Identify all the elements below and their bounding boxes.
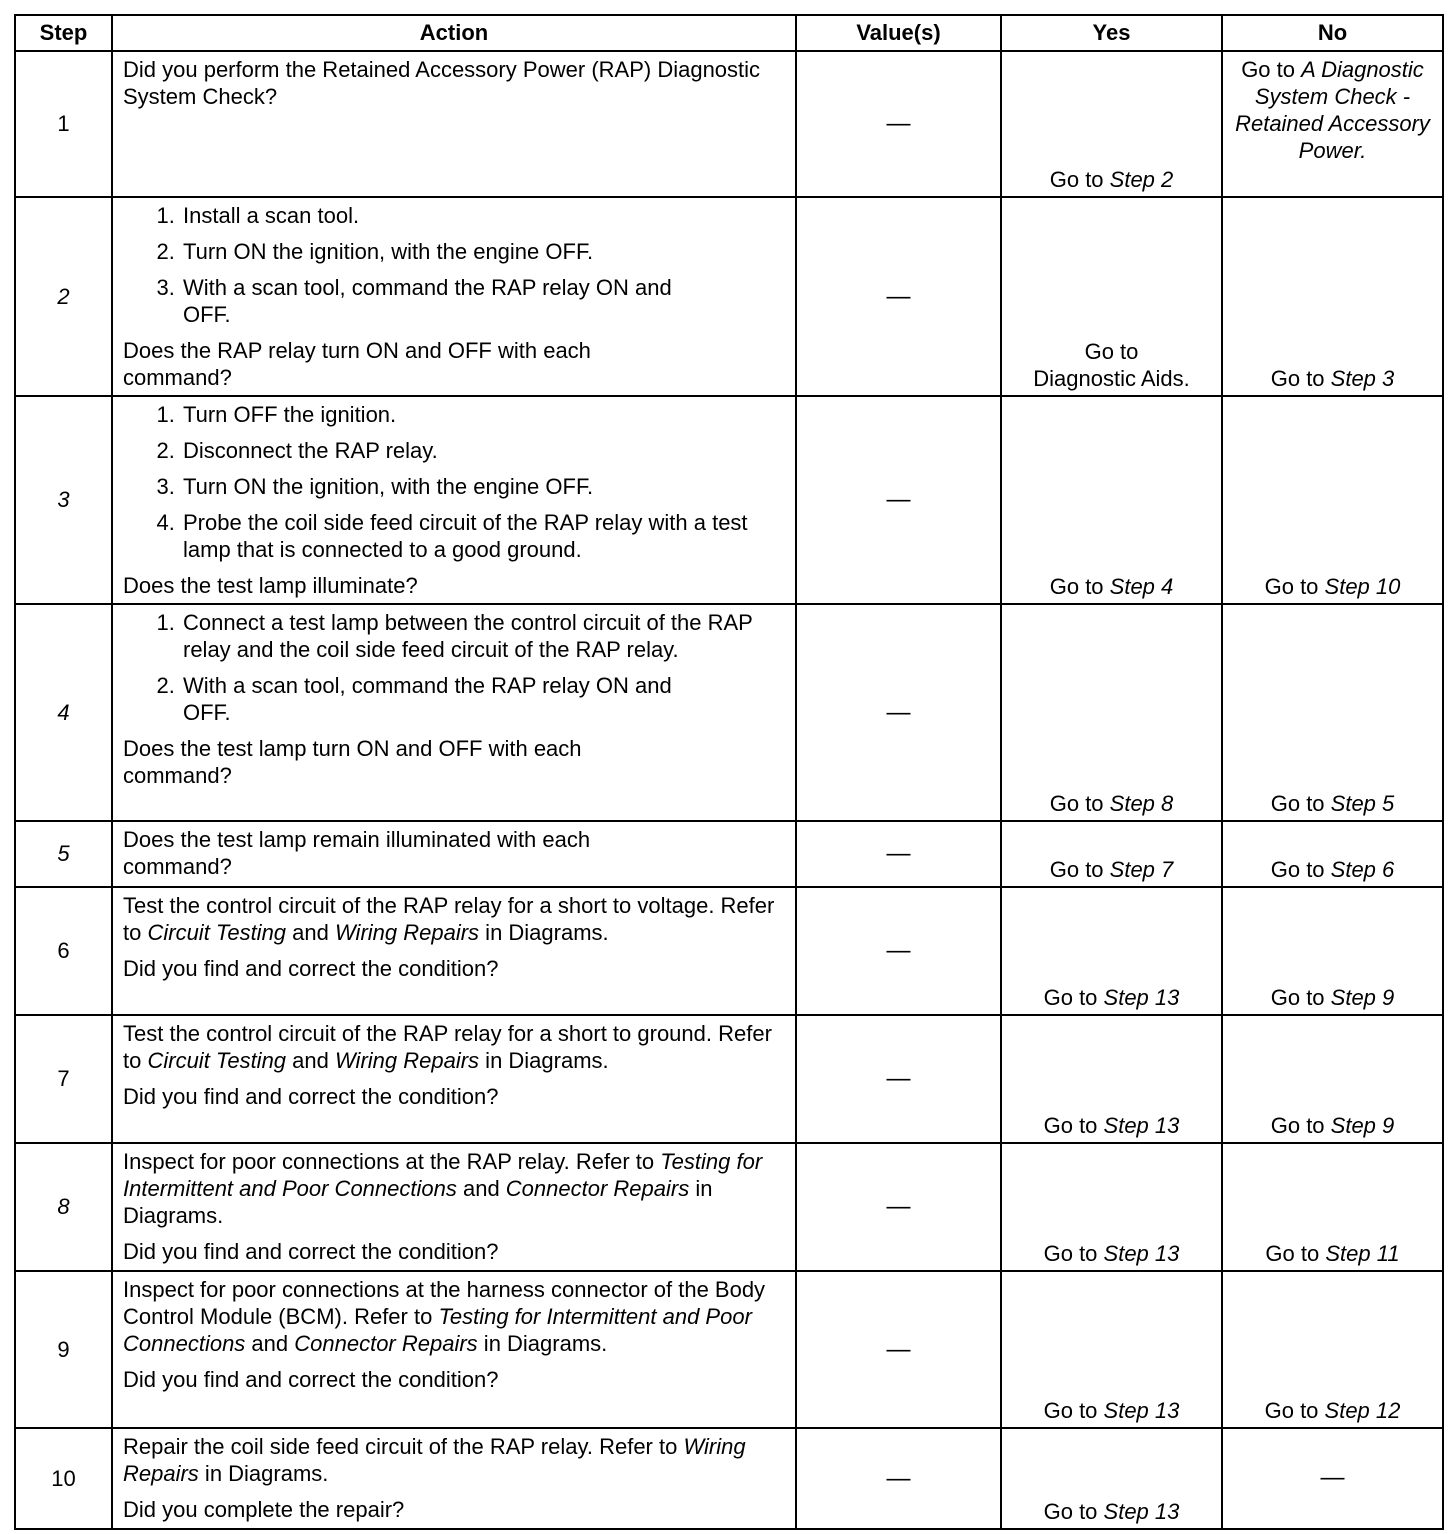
- diagnostic-table: [14, 14, 1444, 1530]
- action-text: Inspect for poor connections at the harness connector of the Body Control Module (BCM). Refer to: [123, 1277, 766, 1329]
- table-row: [15, 51, 1443, 197]
- step-number: 10: [15, 1428, 112, 1529]
- table-row: [15, 821, 1443, 887]
- yes-cell[interactable]: [1001, 1143, 1222, 1271]
- action-item: 2. Turn ON the ignition, with the engine OFF.: [181, 238, 783, 265]
- action-list: [123, 202, 783, 328]
- action-paragraph: [123, 892, 783, 946]
- yes-step-link[interactable]: Step 8: [1109, 791, 1174, 816]
- testing-intermittent-link[interactable]: Testing for Intermittent and Poor Connections: [123, 1149, 763, 1201]
- action-text: in Diagrams.: [198, 1461, 329, 1486]
- yes-prefix: Go to: [1049, 857, 1110, 882]
- no-cell[interactable]: [1222, 197, 1443, 396]
- yes-prefix: Go to: [1043, 1113, 1104, 1138]
- action-cell: [112, 1143, 796, 1271]
- yes-step-link[interactable]: Step 13: [1103, 1499, 1180, 1524]
- yes-step-link[interactable]: Step 13: [1103, 985, 1180, 1010]
- no-step-link[interactable]: Step 3: [1330, 366, 1395, 391]
- yes-prefix: Go to: [1043, 1241, 1104, 1266]
- header-action: Action: [112, 15, 796, 51]
- no-prefix: Go to: [1270, 985, 1331, 1010]
- action-text: in Diagrams.: [479, 920, 609, 945]
- yes-step-link[interactable]: Step 2: [1109, 167, 1174, 192]
- action-question: Did you find and correct the condition?: [123, 1239, 499, 1264]
- table-row: [15, 1015, 1443, 1143]
- yes-cell[interactable]: [1001, 887, 1222, 1015]
- header-no: No: [1222, 15, 1443, 51]
- action-text: Test the control circuit of the RAP relay for a short to voltage. Refer to: [123, 893, 775, 945]
- action-text: Repair the coil side feed circuit of the RAP relay. Refer to: [123, 1434, 684, 1459]
- no-cell[interactable]: [1222, 1015, 1443, 1143]
- action-question: Did you find and correct the condition?: [123, 956, 499, 981]
- step-number: 1: [15, 51, 112, 197]
- value-cell: —: [796, 1271, 1001, 1428]
- step-number: 8: [15, 1143, 112, 1271]
- action-text: and: [286, 1048, 335, 1073]
- yes-step-link[interactable]: Step 13: [1103, 1398, 1180, 1423]
- no-step-link[interactable]: Step 11: [1325, 1241, 1400, 1266]
- no-cell[interactable]: [1222, 1271, 1443, 1428]
- no-prefix: Go to: [1265, 1241, 1326, 1266]
- no-step-link[interactable]: Step 9: [1330, 985, 1395, 1010]
- action-paragraph: [123, 1433, 783, 1487]
- step-number: 2: [15, 197, 112, 396]
- value-cell: —: [796, 396, 1001, 604]
- yes-step-link[interactable]: Step 4: [1109, 574, 1174, 599]
- value-cell: —: [796, 887, 1001, 1015]
- action-paragraph: [123, 1020, 783, 1074]
- yes-prefix: Go to: [1043, 1499, 1104, 1524]
- action-cell: [112, 197, 796, 396]
- wiring-repairs-link[interactable]: Wiring Repairs: [123, 1434, 746, 1486]
- value-cell: —: [796, 1428, 1001, 1529]
- no-prefix: Go to: [1270, 1113, 1331, 1138]
- no-step-link[interactable]: Step 5: [1330, 791, 1395, 816]
- no-cell[interactable]: [1222, 887, 1443, 1015]
- table-row: [15, 396, 1443, 604]
- diagnostic-table-container: [14, 14, 1442, 1530]
- value-cell: —: [796, 821, 1001, 887]
- header-row: [15, 15, 1443, 51]
- table-row: [15, 887, 1443, 1015]
- action-cell: [112, 396, 796, 604]
- connector-repairs-link[interactable]: Connector Repairs: [294, 1331, 478, 1356]
- circuit-testing-link[interactable]: Circuit Testing: [147, 920, 287, 945]
- action-cell: [112, 887, 796, 1015]
- action-item: 1. Turn OFF the ignition.: [181, 401, 783, 428]
- no-prefix: Go to: [1264, 1398, 1325, 1423]
- value-cell: —: [796, 1015, 1001, 1143]
- action-question: Does the RAP relay turn ON and OFF with each command?: [123, 338, 591, 390]
- no-prefix: Go to: [1264, 574, 1325, 599]
- action-paragraph: [123, 1276, 783, 1357]
- action-cell: [112, 1271, 796, 1428]
- value-cell: —: [796, 197, 1001, 396]
- value-cell: —: [796, 1143, 1001, 1271]
- action-text: and: [456, 1176, 506, 1201]
- yes-prefix: Go to: [1049, 574, 1110, 599]
- action-text: Inspect for poor connections at the RAP relay. Refer to: [123, 1149, 661, 1174]
- action-text: in Diagrams.: [477, 1331, 608, 1356]
- testing-intermittent-link[interactable]: Testing for Intermittent and Poor Connections: [123, 1304, 752, 1356]
- value-cell: —: [796, 51, 1001, 197]
- action-text: Test the control circuit of the RAP relay for a short to ground. Refer to: [123, 1021, 772, 1073]
- yes-cell[interactable]: [1001, 604, 1222, 821]
- yes-prefix: Go to: [1043, 1398, 1104, 1423]
- action-question: Did you complete the repair?: [123, 1497, 405, 1522]
- table-row: [15, 604, 1443, 821]
- table-row: [15, 1143, 1443, 1271]
- no-step-link[interactable]: A Diagnostic System Check - Retained Accessory Power.: [1235, 57, 1430, 163]
- yes-cell[interactable]: [1001, 1271, 1222, 1428]
- yes-cell[interactable]: [1001, 821, 1222, 887]
- table-row: [15, 1271, 1443, 1428]
- header-values: Value(s): [796, 15, 1001, 51]
- step-number: 9: [15, 1271, 112, 1428]
- no-step-link[interactable]: Step 6: [1330, 857, 1395, 882]
- circuit-testing-link[interactable]: Circuit Testing: [147, 1048, 287, 1073]
- action-list: [123, 609, 783, 726]
- value-cell: —: [796, 604, 1001, 821]
- action-paragraph: [123, 1148, 783, 1229]
- action-text: in Diagrams.: [479, 1048, 609, 1073]
- yes-cell[interactable]: [1001, 1428, 1222, 1529]
- no-step-link[interactable]: Step 10: [1324, 574, 1401, 599]
- action-item: 1. Install a scan tool.: [181, 202, 783, 229]
- action-text: and: [245, 1331, 295, 1356]
- action-question: Did you perform the Retained Accessory Power (RAP) Diagnostic System Check?: [123, 57, 761, 109]
- yes-cell[interactable]: [1001, 1015, 1222, 1143]
- yes-prefix: Go to: [1084, 339, 1139, 364]
- wiring-repairs-link[interactable]: Wiring Repairs: [334, 920, 480, 945]
- no-cell[interactable]: [1222, 396, 1443, 604]
- action-cell: [112, 51, 796, 197]
- yes-cell[interactable]: [1001, 197, 1222, 396]
- no-cell[interactable]: [1222, 604, 1443, 821]
- action-question: Did you find and correct the condition?: [123, 1367, 499, 1392]
- no-step-link[interactable]: Step 12: [1324, 1398, 1401, 1423]
- no-cell: —: [1222, 1428, 1443, 1529]
- step-number: 3: [15, 396, 112, 604]
- action-question: Does the test lamp turn ON and OFF with each command?: [123, 736, 582, 788]
- wiring-repairs-link[interactable]: Wiring Repairs: [334, 1048, 480, 1073]
- yes-cell[interactable]: [1001, 51, 1222, 197]
- action-cell: [112, 821, 796, 887]
- action-text: and: [286, 920, 335, 945]
- header-yes: Yes: [1001, 15, 1222, 51]
- table-row: [15, 1428, 1443, 1529]
- step-number: 5: [15, 821, 112, 887]
- no-cell[interactable]: [1222, 1143, 1443, 1271]
- no-prefix: Go to: [1270, 791, 1331, 816]
- yes-step-link[interactable]: Step 13: [1103, 1113, 1180, 1138]
- step-number: 7: [15, 1015, 112, 1143]
- table-row: [15, 197, 1443, 396]
- action-item: 3. Turn ON the ignition, with the engine OFF.: [181, 473, 783, 500]
- action-cell: [112, 604, 796, 821]
- no-prefix: Go to: [1241, 57, 1302, 82]
- action-question: Did you find and correct the condition?: [123, 1084, 499, 1109]
- step-number: 6: [15, 887, 112, 1015]
- action-item: 4. Probe the coil side feed circuit of the RAP relay with a test lamp that is connected to a good ground.: [181, 509, 783, 563]
- action-item: 1. Connect a test lamp between the control circuit of the RAP relay and the coil side feed circuit of the RAP relay.: [181, 609, 783, 663]
- action-cell: [112, 1428, 796, 1529]
- action-question: Does the test lamp illuminate?: [123, 573, 418, 598]
- action-text: in Diagrams.: [123, 1176, 713, 1228]
- no-cell[interactable]: [1222, 51, 1443, 197]
- no-prefix: Go to: [1270, 366, 1331, 391]
- action-item: 2. Disconnect the RAP relay.: [181, 437, 783, 464]
- no-cell[interactable]: [1222, 821, 1443, 887]
- action-list: [123, 401, 783, 563]
- action-item: 3. With a scan tool, command the RAP relay ON and OFF.: [181, 274, 783, 328]
- yes-step-link[interactable]: Step 13: [1103, 1241, 1180, 1266]
- no-step-link[interactable]: Step 9: [1330, 1113, 1395, 1138]
- yes-diagnostic-aids-link[interactable]: Diagnostic Aids.: [1033, 366, 1190, 391]
- header-step: Step: [15, 15, 112, 51]
- action-item: 2. With a scan tool, command the RAP relay ON and OFF.: [181, 672, 783, 726]
- no-prefix: Go to: [1270, 857, 1331, 882]
- yes-prefix: Go to: [1049, 791, 1110, 816]
- connector-repairs-link[interactable]: Connector Repairs: [505, 1176, 690, 1201]
- action-cell: [112, 1015, 796, 1143]
- yes-cell[interactable]: [1001, 396, 1222, 604]
- action-question: Does the test lamp remain illuminated with each command?: [123, 827, 591, 879]
- yes-prefix: Go to: [1043, 985, 1104, 1010]
- step-number: 4: [15, 604, 112, 821]
- yes-step-link[interactable]: Step 7: [1109, 857, 1174, 882]
- yes-prefix: Go to: [1049, 167, 1110, 192]
